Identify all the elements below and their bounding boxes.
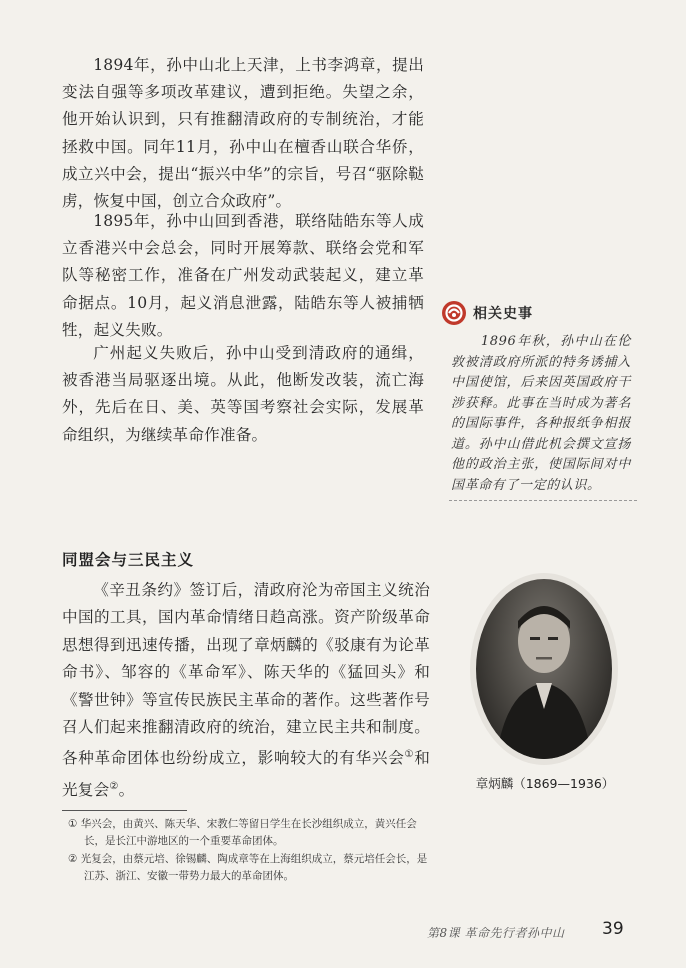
- paragraph-exile: [62, 340, 424, 449]
- section-paragraph: [62, 577, 430, 805]
- footnotes: [62, 810, 432, 886]
- related-history-divider: [449, 500, 637, 501]
- paragraph-1895: [62, 208, 424, 344]
- related-history-box: [441, 300, 641, 501]
- section-text: 《辛丑条约》签订后，清政府沦为帝国主义统治中国的工具，国内革命情绪日趋高涨。资产阶级革命思想得到迅速传播，出现了章炳麟的《驳康有为论革命书》、邹容的《革命军》、陈天华的《猛回头》和《警世钟》等宣传民族民主革命的著作。这些著作号召人们起来推翻清政府的统治，建立民主共和制度。各种革命团体也纷纷成立，影响较大的有华兴会: [62, 581, 430, 768]
- footnote-ref-2[interactable]: ②: [109, 781, 119, 793]
- portrait-frame: [470, 573, 618, 765]
- related-history-text: 1896年秋，孙中山在伦敦被清政府所派的特务诱捕入中国使馆，后来因英国政府干涉获释。此事在当时成为著名的国际事件，各种报纸争相报道。孙中山借此机会撰文宣扬他的政治主张，使国际间对中国革命有了一定的认识。: [451, 334, 631, 493]
- portrait-figure: [476, 579, 612, 759]
- related-history-icon: [441, 300, 467, 326]
- zhang-binglin-portrait: [476, 579, 612, 759]
- related-history-header: [441, 300, 641, 326]
- section-body: [62, 577, 430, 805]
- page-number: 39: [602, 919, 624, 939]
- section-title: 同盟会与三民主义: [62, 551, 195, 569]
- body-paragraph-1: 1894年，孙中山北上天津，上书李鸿章，提出变法自强等多项改革建议，遭到拒绝。失望之余，他开始认识到，只有推翻清政府的专制统治，才能拯救中国。同年11月，孙中山在檀香山联合华侨，成立兴中会，提出“振兴中华”的宗旨，号召“驱除鞑虏，恢复中国，创立合众政府”。: [62, 56, 424, 211]
- footnote-ref-1[interactable]: ①: [404, 749, 415, 761]
- footnote-divider: [62, 810, 187, 811]
- paragraph-1894: [62, 52, 424, 215]
- footnote-1: ① 华兴会，由黄兴、陈天华、宋教仁等留日学生在长沙组织成立，黄兴任会长，是长江中游地区的一个重要革命团体。: [68, 818, 417, 847]
- section-text-end: 。: [118, 781, 135, 800]
- portrait-caption: 章炳麟（1869—1936）: [475, 776, 615, 791]
- body-paragraph-2: 1895年，孙中山回到香港，联络陆皓东等人成立香港兴中会总会，同时开展筹款、联络会党和军队等秘密工作，准备在广州发动武装起义，建立革命据点。10月，起义消息泄露，陆皓东等人被捕牺牲，起义失败。: [62, 212, 424, 339]
- lesson-footer: 第8课 革命先行者孙中山: [427, 926, 565, 940]
- section-text-mid: 和光复会: [62, 749, 430, 800]
- footnote-2: ② 光复会，由蔡元培、徐锡麟、陶成章等在上海组织成立，蔡元培任会长，是江苏、浙江、安徽一带势力最大的革命团体。: [68, 853, 428, 882]
- body-paragraph-3: 广州起义失败后，孙中山受到清政府的通缉，被香港当局驱逐出境。从此，他断发改装，流亡海外，先后在日、美、英等国考察社会实际，发展革命组织，为继续革命作准备。: [62, 344, 424, 444]
- related-history-title: 相关史事: [473, 306, 533, 322]
